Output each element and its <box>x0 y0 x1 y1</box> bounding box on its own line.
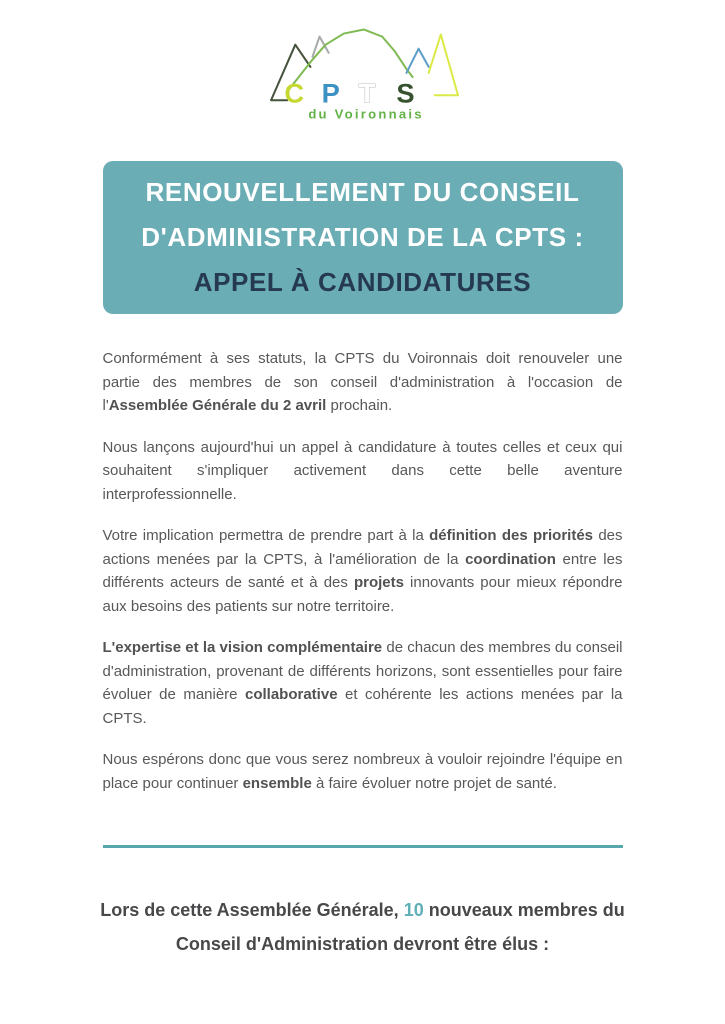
paragraph-text: Nous espérons donc que vous serez nombreux à vouloir rejoindre l'équipe en place pour continuer <box>102 751 623 792</box>
mountain-yellow-icon <box>428 35 457 96</box>
paragraph-bold-text: L'expertise et la vision complémentaire <box>102 639 383 656</box>
logo-letter-c: C <box>283 77 304 109</box>
title-banner <box>103 161 623 314</box>
paragraph-implication <box>103 524 623 618</box>
banner-title-line-3: APPEL À CANDIDATURES <box>193 267 532 297</box>
paragraph-text: à faire évoluer notre projet de santé. <box>311 774 557 792</box>
logo-letter-s: S <box>395 77 415 109</box>
paragraph-statuts <box>103 347 623 418</box>
paragraph-expertise <box>103 636 623 730</box>
heading-text: nouveaux membres du Conseil d'Administration devront être élus : <box>175 900 625 954</box>
paragraph-bold-text: coordination <box>465 550 556 568</box>
mountain-blue-icon <box>406 49 428 73</box>
paragraph-text: Votre implication permettra de prendre part à la <box>102 527 430 544</box>
paragraph-text: de chacun des membres du conseil d'administration, provenant de différents horizons, sont essentielles pour faire évoluer de manière <box>102 639 623 703</box>
heading-text: Lors de cette Assemblée Générale, <box>100 900 404 920</box>
paragraph-esperons <box>103 748 623 795</box>
paragraph-text: Conformément à ses statuts, la CPTS du Voironnais doit renouveler une partie des membres de son conseil d'administration à l'occasion de l' <box>102 350 623 414</box>
banner-title-line-1: RENOUVELLEMENT DU CONSEIL <box>145 177 580 207</box>
paragraph-text: des actions menées par la CPTS, à l'amélioration de la <box>102 527 623 568</box>
paragraph-text: entre les différents acteurs de santé et à des <box>102 550 623 591</box>
mountain-green-ridge-icon <box>289 30 412 90</box>
mountain-gray-icon <box>312 37 328 57</box>
logo-letter-p: P <box>321 77 340 109</box>
heading-count: 10 <box>403 900 424 920</box>
logo-subtitle: du Voironnais <box>307 106 424 122</box>
logo <box>267 24 459 126</box>
document-body <box>103 347 623 795</box>
election-heading <box>88 893 638 961</box>
paragraph-text: et cohérente les actions menées par la CPTS. <box>102 686 623 727</box>
paragraph-bold-text: projets <box>353 574 404 591</box>
paragraph-text: innovants pour mieux répondre aux besoins des patients sur notre territoire. <box>102 574 623 615</box>
paragraph-text: prochain. <box>326 397 393 414</box>
paragraph-bold-text: collaborative <box>245 686 338 703</box>
paragraph-bold-text: ensemble <box>242 774 312 792</box>
logo-mountains-graphic <box>267 24 459 126</box>
paragraph-bold-text: Assemblée Générale du 2 avril <box>108 397 327 414</box>
logo-letter-t: T <box>358 77 375 109</box>
paragraph-text: Nous lançons aujourd'hui un appel à candidature à toutes celles et ceux qui souhaitent s'impliquer activement dans cette belle aventure interprofessionnelle. <box>102 438 623 503</box>
section-divider <box>103 845 623 848</box>
paragraph-bold-text: définition des priorités <box>429 527 594 544</box>
paragraph-appel <box>103 436 623 507</box>
banner-title-line-2: D'ADMINISTRATION DE LA CPTS : <box>141 222 584 252</box>
